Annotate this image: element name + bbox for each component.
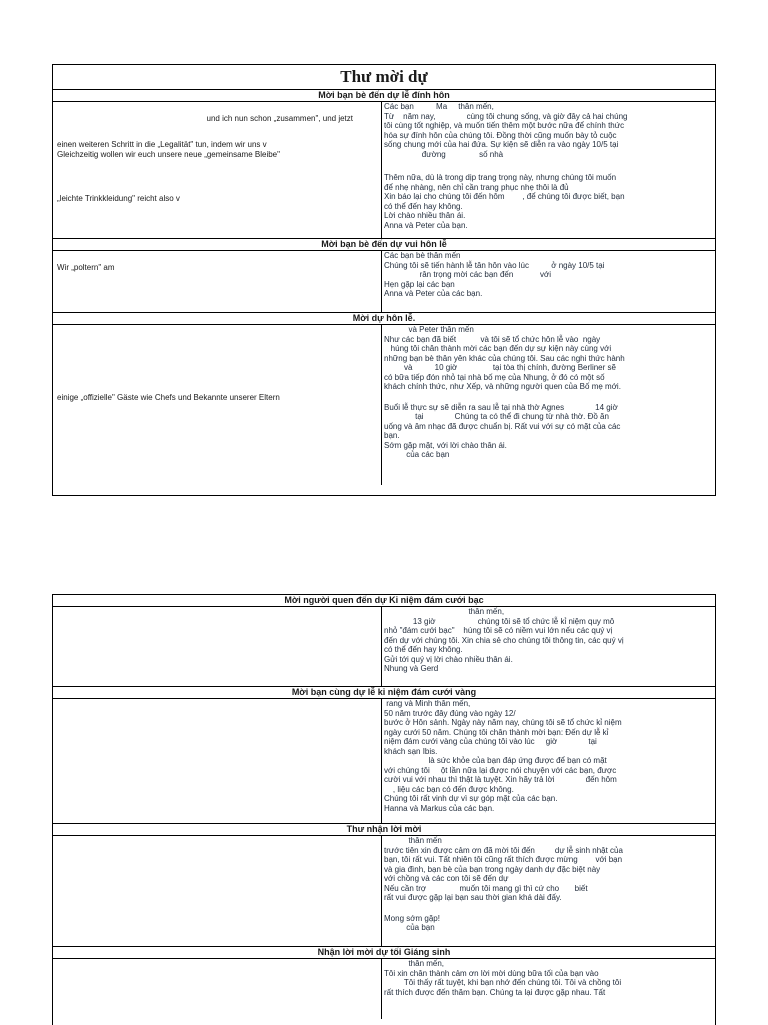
table-row-acceptance (53, 836, 715, 947)
text-line: Lời chào nhiều thân ái. (384, 211, 466, 220)
section-header-wedding: Mời dự hôn lễ. (53, 313, 715, 325)
text-line: Gửi tới quý vị lời chào nhiều thân ái. (384, 654, 513, 664)
text-line: uống và âm nhạc đã được chuẩn bị. Rất vui với sự có mặt của các (384, 421, 621, 431)
text-line: Mong sớm gặp! (384, 913, 440, 923)
text-line: rang và Minh thân mến, (384, 699, 471, 708)
text-line: có thể đến hay không. (384, 201, 463, 211)
text-line: với chúng tôi ột lần nữa lại được nói chuyện với các bạn, được (384, 765, 617, 775)
text-line (384, 392, 713, 403)
text-line: Các bạn bè thân mến (384, 251, 461, 260)
text-line: thân mến, (384, 959, 445, 968)
table-row-christmas-acceptance (53, 959, 715, 1019)
text-line: rất thích được đến thăm bạn. Chúng ta lại được gặp nhau. Tất (384, 987, 606, 997)
text-line: 50 năm trước đây đúng vào ngày 12/ (384, 708, 516, 718)
section-header-acceptance: Thư nhận lời mời (53, 824, 715, 836)
text-line: đến dự với chúng tôi. Xin chia sẻ cho chúng tôi thông tin, các quý vị (384, 635, 624, 645)
text-line: Anna và Peter của bạn. (384, 220, 468, 230)
section-header-golden-anniversary: Mời bạn cùng dự lễ kỉ niệm đám cưới vàng (53, 687, 715, 699)
text-line: bước ở Hôn sảnh. Ngày này năm nay, chúng tôi sẽ tổ chức kỉ niệm (384, 718, 622, 727)
text-line (384, 903, 713, 914)
text-line: Hẹn gặp lại các bạn (384, 279, 455, 289)
text-line: là sức khỏe của bạn đáp ứng được để bạn có mặt (384, 756, 607, 765)
table-row-engagement (53, 102, 715, 239)
text-line: rất vui được gặp lại bạn sau thời gian khá dài đấy. (384, 893, 562, 902)
text-line: rân trọng mời các bạn đến với (384, 270, 551, 279)
text-line: Như các bạn đã biết và tôi sẽ tổ chức hôn lễ vào ngày (384, 334, 601, 344)
vietnamese-text-cell (382, 959, 715, 1019)
invitation-table-page-1 (52, 64, 716, 496)
text-line: bạn. (384, 431, 400, 440)
german-text-cell (53, 325, 382, 485)
text-line: hóa sự đính hôn của chúng tôi. Đồng thời cũng muốn bày tỏ cuộc (384, 130, 617, 140)
vietnamese-text-cell (382, 607, 715, 686)
page-title: Thư mời dự (53, 65, 715, 90)
text-line: với chồng và các con tôi sẽ đến dự (384, 874, 509, 883)
text-line: Chúng tôi sẽ tiến hành lễ tân hôn vào lúc ở ngày 10/5 tại (384, 260, 605, 270)
vietnamese-text-cell (382, 251, 715, 312)
text-line: của các bạn (384, 450, 450, 459)
text-line: niệm đám cưới vàng của chúng tôi vào lúc giờ tại (384, 737, 597, 746)
text-line: sống chung mới của hai đứa. Sự kiện sẽ diễn ra vào ngày 10/5 tại (384, 140, 619, 149)
text-line: Nhung và Gerd (384, 664, 439, 673)
vietnamese-text-cell (382, 102, 715, 238)
text-line: thân mến, (384, 607, 505, 616)
text-line: trước tiên xin được cảm ơn đã mời tôi đến dự lễ sinh nhật của (384, 845, 623, 855)
text-line: tại Chúng ta có thể đi chung từ nhà thờ. Đồ ăn (384, 412, 609, 421)
section-header-christmas-acceptance: Nhận lời mời dự tối Giáng sinh (53, 947, 715, 959)
table-row-golden-anniversary (53, 699, 715, 824)
text-line: tôi cùng tốt nghiệp, và muốn tiến thêm một bước nữa để chính thức (384, 121, 625, 130)
text-line: của bạn (384, 923, 435, 932)
german-line: Gleichzeitig wollen wir euch unsere neue „gemeinsame Bleibe" (57, 150, 280, 159)
text-line (384, 159, 713, 173)
text-line: có thể đến hay không. (384, 645, 463, 654)
text-line: những bạn bè thân yên khác của chúng tôi. Sau các nghi thức hành (384, 353, 625, 363)
text-line: có bữa tiếp đón nhỏ tại nhà bố mẹ của Nhung, ở đó có một số (384, 372, 605, 382)
text-line: 13 giờ chúng tôi sẽ tổ chức lễ kỉ niệm quy mô (384, 616, 615, 626)
text-line: húng tôi chân thành mời các bạn đến dự sự kiện này cùng với (384, 344, 612, 353)
text-line: khách chính thức, như Xếp, và những người quen của Bố mẹ mới. (384, 382, 621, 391)
text-line: Thêm nữa, dù là trong dịp trang trọng này, nhưng chúng tôi muốn (384, 173, 617, 182)
text-line: ngày cưới 50 năm. Chúng tôi chân thành mời bạn: Đến dự lễ kỉ (384, 727, 609, 737)
text-line: Từ năm nay, cùng tôi chung sống, và giờ đây cả hai chúng (384, 111, 628, 121)
text-line: Anna và Peter của các bạn. (384, 289, 483, 298)
empty-cell (53, 959, 382, 1019)
invitation-table-page-2 (52, 594, 716, 1025)
text-line: Xin báo lại cho chúng tôi đến hôm , để chúng tôi được biết, bạn (384, 192, 625, 201)
text-line: để nhẹ nhàng, nên chỉ cần trang phục nhẹ thôi là đủ (384, 182, 569, 192)
text-line: khách sạn Ibis. (384, 746, 438, 756)
german-line: einige „offizielle" Gäste wie Chefs und Bekannte unserer Eltern (57, 393, 280, 402)
german-line: einen weiteren Schritt in die „Legalität" tun, indem wir uns v (57, 140, 267, 149)
section-header-wedding-party: Mời bạn bè đến dự vui hôn lễ (53, 239, 715, 251)
text-line: và Peter thân mến (384, 325, 474, 334)
text-line: Hanna và Markus của các bạn. (384, 803, 495, 813)
text-line: bạn, tôi rất vui. Tất nhiên tôi cũng rất thích được mừng với bạn (384, 855, 623, 864)
text-line: thân mến (384, 836, 442, 845)
empty-cell (53, 607, 382, 686)
text-line: Tôi xin chân thành cảm ơn lời mời dùng bữa tối của bạn vào (384, 968, 599, 978)
german-line: „leichte Trinkkleidung" reicht also v (57, 194, 180, 203)
text-line: cười vui với nhau thì thật là tuyệt. Xin hãy trả lời đến hôm (384, 775, 617, 784)
table-row-wedding (53, 325, 715, 485)
vietnamese-text-cell (382, 836, 715, 946)
empty-cell (53, 699, 382, 823)
german-line: und ich nun schon „zusammen", und jetzt (206, 114, 353, 123)
text-line: và 10 giờ tại tòa thị chính, đường Berliner sẽ (384, 363, 616, 372)
text-line: Sớm gặp mặt, với lời chào thân ái. (384, 440, 507, 450)
german-text-cell (53, 102, 382, 238)
text-line: Tôi thấy rất tuyệt, khi bạn nhớ đến chúng tôi. Tôi và chồng tôi (384, 978, 622, 987)
text-line: Chúng tôi rất vinh dự vì sự góp mặt của các bạn. (384, 794, 558, 803)
german-line: Wir „poltern" am (57, 263, 115, 272)
text-line: đường số nhà (384, 149, 504, 159)
section-header-engagement: Mời bạn bè đến dự lễ đính hôn (53, 90, 715, 102)
table-row-wedding-party (53, 251, 715, 313)
vietnamese-text-cell (382, 699, 715, 823)
text-line: và gia đình, bạn bè của bạn trong ngày danh dự đặc biệt này (384, 864, 601, 874)
text-line: Buổi lễ thực sự sẽ diễn ra sau lễ tại nhà thờ Agnes 14 giờ (384, 402, 618, 412)
empty-cell (53, 836, 382, 946)
german-text-cell (53, 251, 382, 312)
section-header-silver-anniversary: Mời người quen đến dự Kỉ niệm đám cưới bạc (53, 595, 715, 607)
text-line: nhỏ "đám cưới bạc" húng tôi sẽ có niềm vui lớn nếu các quý vị (384, 626, 613, 635)
vietnamese-text-cell (382, 325, 715, 485)
text-line: Các bạn Ma thân mến, (384, 102, 494, 111)
text-line: , liệu các bạn có đến được không. (384, 784, 514, 794)
text-line: Nếu cần trợ muốn tôi mang gì thì cứ cho biết (384, 883, 588, 893)
table-row-silver-anniversary (53, 607, 715, 687)
